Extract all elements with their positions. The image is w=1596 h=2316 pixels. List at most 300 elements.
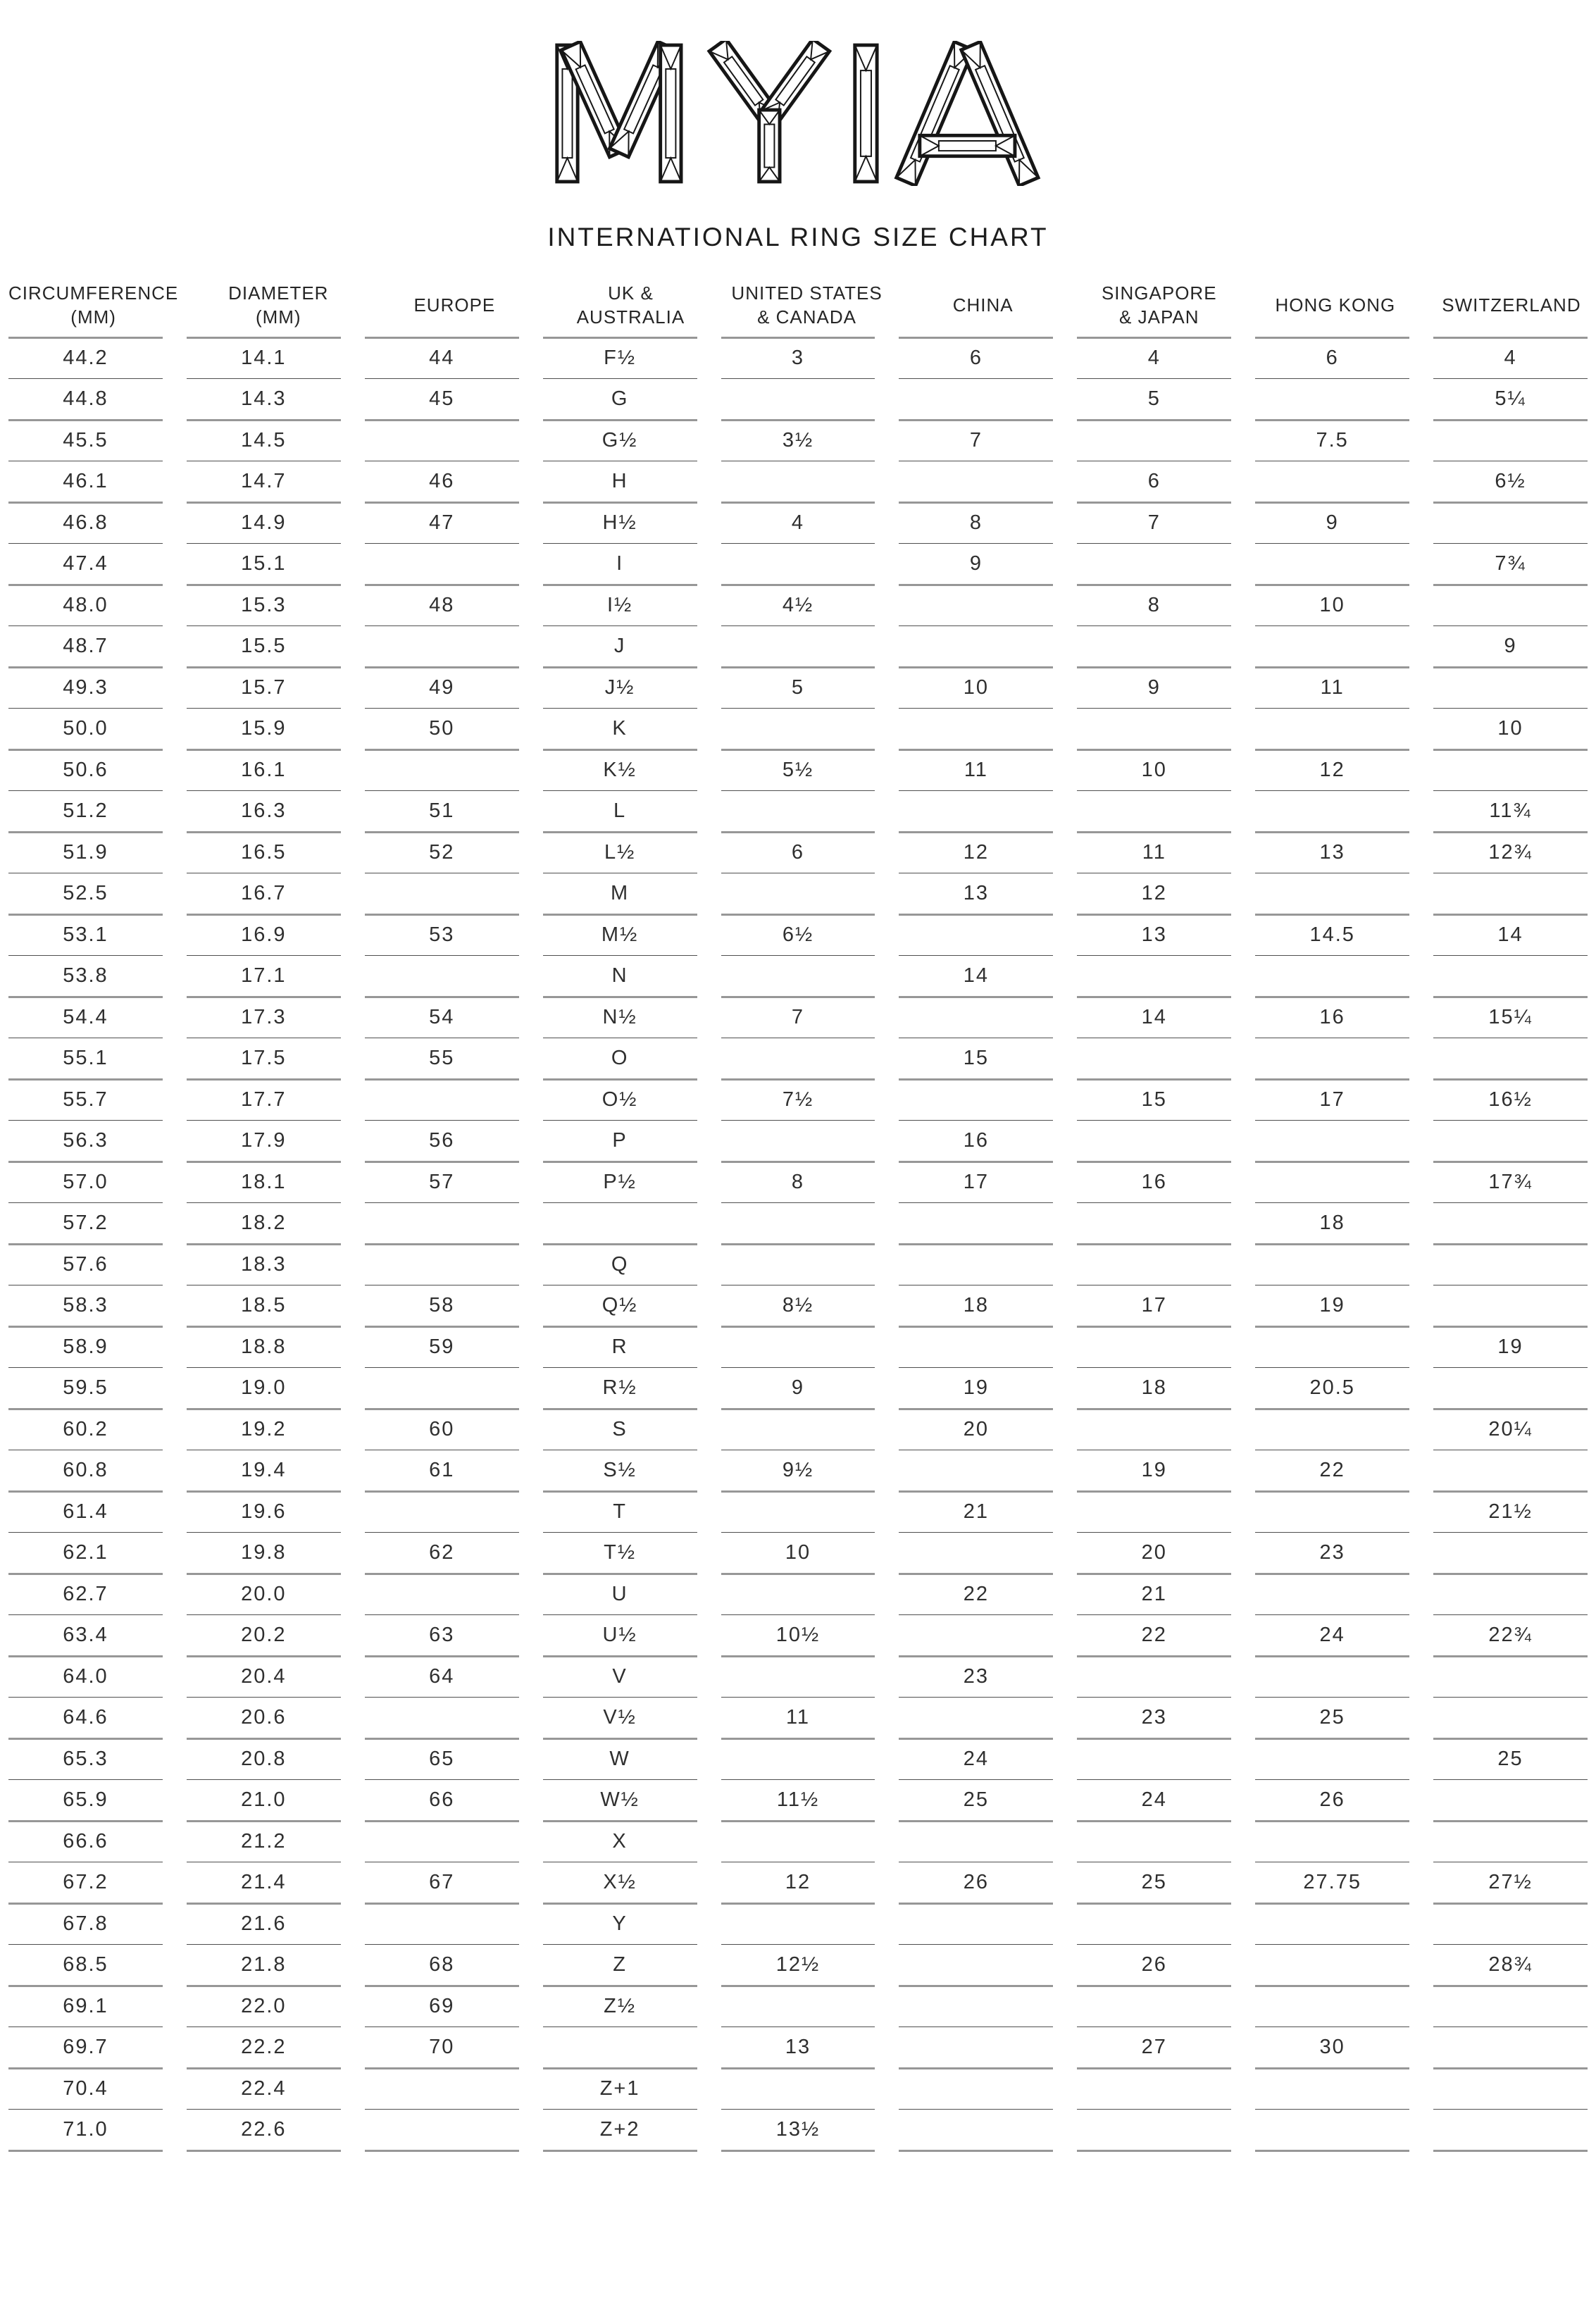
table-cell: [1255, 1408, 1409, 1450]
table-cell: 46.1: [8, 461, 163, 502]
table-cell: 21.4: [187, 1862, 341, 1903]
table-cell: [1255, 1120, 1409, 1162]
table-cell: 19.6: [187, 1490, 341, 1532]
table-cell: [721, 873, 875, 914]
table-cell: 8: [1077, 584, 1231, 625]
table-cell: 55: [365, 1038, 519, 1079]
table-cell: 63.4: [8, 1614, 163, 1656]
table-cell: [899, 1985, 1053, 2026]
table-cell: 11: [1077, 831, 1231, 873]
table-cell: 14.1: [187, 337, 341, 378]
table-cell: [899, 2067, 1053, 2109]
table-cell: 15.9: [187, 708, 341, 749]
table-cell: 19.2: [187, 1408, 341, 1450]
table-cell: 11: [1255, 666, 1409, 708]
table-bottom-rule: [1255, 2150, 1409, 2191]
column-header-line: HONG KONG: [1275, 294, 1396, 316]
table-cell: [721, 1243, 875, 1285]
table-cell: 55.7: [8, 1078, 163, 1120]
table-cell: [365, 1243, 519, 1285]
column-header-line: UNITED STATES: [731, 282, 883, 304]
table-cell: I½: [543, 584, 697, 625]
table-cell: [899, 1243, 1053, 1285]
table-cell: 64.6: [8, 1697, 163, 1738]
table-cell: 46: [365, 461, 519, 502]
table-cell: [721, 1490, 875, 1532]
table-cell: 44: [365, 337, 519, 378]
table-cell: [1255, 2109, 1409, 2150]
table-cell: [1433, 1779, 1588, 1821]
table-cell: 16.7: [187, 873, 341, 914]
table-cell: 6: [1077, 461, 1231, 502]
table-cell: M: [543, 873, 697, 914]
table-cell: 17.5: [187, 1038, 341, 1079]
table-cell: 4: [721, 502, 875, 543]
table-cell: 48.7: [8, 625, 163, 667]
table-cell: 16: [1077, 1161, 1231, 1202]
table-cell: 24: [899, 1738, 1053, 1779]
table-cell: [899, 1614, 1053, 1656]
table-cell: [1433, 1367, 1588, 1409]
table-cell: 15.1: [187, 543, 341, 585]
table-cell: [1255, 378, 1409, 420]
table-cell: [1255, 708, 1409, 749]
column-header-line: (MM): [255, 306, 301, 328]
column-header-line: SINGAPORE: [1101, 282, 1217, 304]
table-cell: V½: [543, 1697, 697, 1738]
table-cell: [1077, 1243, 1231, 1285]
table-cell: 15.3: [187, 584, 341, 625]
table-cell: 20.8: [187, 1738, 341, 1779]
table-cell: 22: [899, 1573, 1053, 1614]
table-cell: 14: [1433, 914, 1588, 955]
table-cell: [1433, 1120, 1588, 1162]
table-cell: 44.8: [8, 378, 163, 420]
table-cell: 57.2: [8, 1202, 163, 1244]
table-cell: [721, 1573, 875, 1614]
table-cell: 9: [721, 1367, 875, 1409]
table-cell: [1433, 1985, 1588, 2026]
table-bottom-rule: [543, 2150, 697, 2191]
table-cell: [721, 1038, 875, 1079]
table-cell: 8: [721, 1161, 875, 1202]
logo-letter-bar: [961, 42, 1037, 185]
table-bottom-rule: [1077, 2150, 1231, 2191]
table-cell: H½: [543, 502, 697, 543]
table-cell: 3½: [721, 419, 875, 461]
table-header-row: [8, 273, 1588, 337]
table-cell: 67.8: [8, 1903, 163, 1944]
table-cell: 59.5: [8, 1367, 163, 1409]
table-cell: 7¾: [1433, 543, 1588, 585]
table-cell: 22.0: [187, 1985, 341, 2026]
table-cell: 9: [1433, 625, 1588, 667]
table-cell: [899, 2109, 1053, 2150]
table-cell: [365, 543, 519, 585]
table-cell: 14.5: [187, 419, 341, 461]
table-cell: [1077, 543, 1231, 585]
table-cell: [1255, 1326, 1409, 1367]
table-cell: [1433, 955, 1588, 997]
table-cell: [1077, 1326, 1231, 1367]
table-cell: Z+1: [543, 2067, 697, 2109]
table-cell: U: [543, 1573, 697, 1614]
table-cell: [721, 1120, 875, 1162]
table-cell: 17.1: [187, 955, 341, 997]
table-cell: [1255, 625, 1409, 667]
table-cell: 12: [899, 831, 1053, 873]
column-header-4: [554, 281, 706, 330]
table-cell: [1077, 1738, 1231, 1779]
table-cell: 70: [365, 2026, 519, 2068]
table-cell: [365, 1903, 519, 1944]
table-cell: [899, 1944, 1053, 1986]
table-cell: 20: [899, 1408, 1053, 1450]
table-cell: 58.9: [8, 1326, 163, 1367]
table-cell: 12: [1077, 873, 1231, 914]
table-cell: 53.8: [8, 955, 163, 997]
table-cell: [899, 625, 1053, 667]
table-cell: [1255, 1738, 1409, 1779]
table-cell: [1433, 666, 1588, 708]
table-cell: 65.9: [8, 1779, 163, 1821]
table-cell: 26: [899, 1862, 1053, 1903]
table-cell: 48: [365, 584, 519, 625]
table-cell: S½: [543, 1450, 697, 1491]
table-cell: [1433, 419, 1588, 461]
table-cell: 17: [899, 1161, 1053, 1202]
table-cell: 18.2: [187, 1202, 341, 1244]
table-cell: 13: [899, 873, 1053, 914]
column-header-1: [8, 281, 178, 330]
table-cell: L: [543, 790, 697, 832]
table-cell: 11: [899, 749, 1053, 790]
table-cell: 14.3: [187, 378, 341, 420]
column-header-line: SWITZERLAND: [1442, 294, 1581, 316]
table-cell: [1255, 1944, 1409, 1986]
table-cell: [365, 873, 519, 914]
table-cell: [721, 1820, 875, 1862]
table-cell: 5: [721, 666, 875, 708]
column-header-line: UK &: [608, 282, 654, 304]
table-cell: [1255, 461, 1409, 502]
table-cell: Q½: [543, 1285, 697, 1326]
table-cell: 7: [1077, 502, 1231, 543]
table-cell: [721, 1903, 875, 1944]
table-cell: [1433, 1697, 1588, 1738]
column-header-line: & CANADA: [757, 306, 857, 328]
column-header-line: CIRCUMFERENCE: [8, 282, 179, 304]
table-cell: 19.4: [187, 1450, 341, 1491]
table-cell: [1077, 1820, 1231, 1862]
table-cell: [1077, 790, 1231, 832]
table-cell: P: [543, 1120, 697, 1162]
table-cell: 14.9: [187, 502, 341, 543]
table-cell: 12: [721, 1862, 875, 1903]
table-cell: Z+2: [543, 2109, 697, 2150]
table-cell: G½: [543, 419, 697, 461]
table-cell: 22¾: [1433, 1614, 1588, 1656]
table-cell: 9: [899, 543, 1053, 585]
table-cell: [899, 790, 1053, 832]
table-cell: [899, 584, 1053, 625]
table-cell: 51.2: [8, 790, 163, 832]
table-cell: [1433, 873, 1588, 914]
table-cell: [721, 625, 875, 667]
column-header-8: [1259, 293, 1411, 317]
table-cell: 7½: [721, 1078, 875, 1120]
table-cell: 8½: [721, 1285, 875, 1326]
table-cell: [899, 461, 1053, 502]
table-cell: 49.3: [8, 666, 163, 708]
table-cell: 7.5: [1255, 419, 1409, 461]
table-cell: [1433, 1573, 1588, 1614]
table-bottom-rule: [721, 2150, 875, 2191]
table-cell: Z: [543, 1944, 697, 1986]
table-cell: 21½: [1433, 1490, 1588, 1532]
table-cell: [365, 1490, 519, 1532]
table-cell: 22.4: [187, 2067, 341, 2109]
table-cell: N½: [543, 996, 697, 1038]
column-header-line: AUSTRALIA: [576, 306, 685, 328]
table-cell: 50: [365, 708, 519, 749]
table-cell: 27: [1077, 2026, 1231, 2068]
table-cell: [899, 1202, 1053, 1244]
table-cell: [365, 625, 519, 667]
table-cell: 15¼: [1433, 996, 1588, 1038]
table-cell: O: [543, 1038, 697, 1079]
table-bottom-rule: [8, 2150, 163, 2191]
table-cell: 28¾: [1433, 1944, 1588, 1986]
table-cell: 19: [1077, 1450, 1231, 1491]
table-cell: [1255, 790, 1409, 832]
table-cell: [721, 1985, 875, 2026]
table-cell: 54.4: [8, 996, 163, 1038]
table-cell: 25: [1433, 1738, 1588, 1779]
table-cell: [1255, 955, 1409, 997]
table-cell: [1255, 1161, 1409, 1202]
table-cell: [1255, 1490, 1409, 1532]
table-cell: 13½: [721, 2109, 875, 2150]
table-cell: 21.8: [187, 1944, 341, 1986]
table-cell: 20.5: [1255, 1367, 1409, 1409]
table-cell: 10: [899, 666, 1053, 708]
table-cell: [721, 461, 875, 502]
table-cell: [365, 1202, 519, 1244]
table-cell: [1433, 1820, 1588, 1862]
table-cell: 10: [721, 1532, 875, 1574]
table-cell: 6: [721, 831, 875, 873]
table-cell: [1077, 1903, 1231, 1944]
table-cell: X½: [543, 1862, 697, 1903]
table-cell: F½: [543, 337, 697, 378]
table-cell: 13: [1255, 831, 1409, 873]
column-header-9: [1435, 293, 1588, 317]
column-header-3: [378, 293, 530, 317]
table-cell: Y: [543, 1903, 697, 1944]
table-cell: [899, 708, 1053, 749]
table-cell: [543, 2026, 697, 2068]
table-cell: O½: [543, 1078, 697, 1120]
table-cell: [365, 749, 519, 790]
table-cell: [1077, 1120, 1231, 1162]
table-cell: 25: [1077, 1862, 1231, 1903]
table-cell: 44.2: [8, 337, 163, 378]
ring-size-table: [8, 337, 1588, 2191]
table-cell: [1255, 1903, 1409, 1944]
table-cell: S: [543, 1408, 697, 1450]
table-cell: 14: [1077, 996, 1231, 1038]
table-cell: [365, 2067, 519, 2109]
table-cell: [1255, 1655, 1409, 1697]
table-cell: [899, 378, 1053, 420]
table-cell: 66.6: [8, 1820, 163, 1862]
table-cell: [1255, 1243, 1409, 1285]
table-cell: [1433, 502, 1588, 543]
table-cell: 52.5: [8, 873, 163, 914]
table-cell: 17: [1077, 1285, 1231, 1326]
table-cell: 6½: [1433, 461, 1588, 502]
table-cell: [1077, 955, 1231, 997]
table-cell: 22: [1077, 1614, 1231, 1656]
table-cell: 26: [1077, 1944, 1231, 1986]
table-cell: 16: [899, 1120, 1053, 1162]
column-header-line: (MM): [70, 306, 116, 328]
table-cell: 5½: [721, 749, 875, 790]
table-cell: [365, 1820, 519, 1862]
table-cell: K: [543, 708, 697, 749]
table-cell: 50.0: [8, 708, 163, 749]
table-cell: [1433, 1038, 1588, 1079]
table-cell: 11½: [721, 1779, 875, 1821]
table-cell: 18.1: [187, 1161, 341, 1202]
table-cell: 47.4: [8, 543, 163, 585]
table-cell: [1077, 1202, 1231, 1244]
table-cell: 61.4: [8, 1490, 163, 1532]
table-cell: [1255, 1820, 1409, 1862]
table-cell: 10: [1255, 584, 1409, 625]
table-cell: 18.5: [187, 1285, 341, 1326]
table-cell: J: [543, 625, 697, 667]
table-cell: 60.2: [8, 1408, 163, 1450]
table-cell: 15.7: [187, 666, 341, 708]
table-cell: 17.7: [187, 1078, 341, 1120]
table-cell: 56.3: [8, 1120, 163, 1162]
table-cell: N: [543, 955, 697, 997]
table-cell: 24: [1255, 1614, 1409, 1656]
table-cell: 5: [1077, 378, 1231, 420]
table-cell: 23: [899, 1655, 1053, 1697]
table-cell: 20.4: [187, 1655, 341, 1697]
table-cell: 62: [365, 1532, 519, 1574]
table-cell: [721, 790, 875, 832]
table-cell: 57: [365, 1161, 519, 1202]
table-cell: [1433, 2067, 1588, 2109]
table-cell: 9½: [721, 1450, 875, 1491]
table-cell: [721, 1202, 875, 1244]
table-cell: [1255, 873, 1409, 914]
table-cell: X: [543, 1820, 697, 1862]
table-cell: U½: [543, 1614, 697, 1656]
table-cell: 19.8: [187, 1532, 341, 1574]
table-cell: [1255, 1573, 1409, 1614]
table-cell: 10: [1433, 708, 1588, 749]
table-cell: 10½: [721, 1614, 875, 1656]
table-cell: 7: [721, 996, 875, 1038]
table-cell: [721, 955, 875, 997]
table-cell: 52: [365, 831, 519, 873]
table-cell: 21.2: [187, 1820, 341, 1862]
column-header-7: [1083, 281, 1235, 330]
table-cell: 53.1: [8, 914, 163, 955]
table-cell: 20: [1077, 1532, 1231, 1574]
table-cell: 15: [1077, 1078, 1231, 1120]
table-cell: [1077, 1985, 1231, 2026]
table-cell: [1433, 1450, 1588, 1491]
table-cell: K½: [543, 749, 697, 790]
table-bottom-rule: [187, 2150, 341, 2191]
table-cell: J½: [543, 666, 697, 708]
table-cell: 4: [1433, 337, 1588, 378]
column-header-2: [202, 281, 354, 330]
table-cell: 17¾: [1433, 1161, 1588, 1202]
table-cell: 69.1: [8, 1985, 163, 2026]
table-cell: 12½: [721, 1944, 875, 1986]
table-cell: 63: [365, 1614, 519, 1656]
table-cell: [721, 1738, 875, 1779]
table-cell: 23: [1077, 1697, 1231, 1738]
table-cell: 25: [899, 1779, 1053, 1821]
table-cell: 4½: [721, 584, 875, 625]
table-cell: [365, 1573, 519, 1614]
table-cell: 24: [1077, 1779, 1231, 1821]
table-cell: 3: [721, 337, 875, 378]
table-cell: Z½: [543, 1985, 697, 2026]
table-cell: 61: [365, 1450, 519, 1491]
table-cell: 67: [365, 1862, 519, 1903]
column-header-line: DIAMETER: [228, 282, 329, 304]
table-cell: 55.1: [8, 1038, 163, 1079]
table-cell: 18.3: [187, 1243, 341, 1285]
table-cell: 20.0: [187, 1573, 341, 1614]
table-cell: [1255, 1985, 1409, 2026]
table-cell: [1077, 1655, 1231, 1697]
table-cell: [1077, 1408, 1231, 1450]
table-cell: [365, 1697, 519, 1738]
table-cell: 67.2: [8, 1862, 163, 1903]
table-cell: 50.6: [8, 749, 163, 790]
table-cell: [899, 1820, 1053, 1862]
table-cell: [899, 914, 1053, 955]
table-cell: 23: [1255, 1532, 1409, 1574]
table-cell: W½: [543, 1779, 697, 1821]
table-cell: 48.0: [8, 584, 163, 625]
logo-letter-bar: [660, 45, 680, 182]
table-cell: [1077, 2067, 1231, 2109]
table-cell: 56: [365, 1120, 519, 1162]
table-cell: 9: [1255, 502, 1409, 543]
table-cell: I: [543, 543, 697, 585]
table-cell: 17.9: [187, 1120, 341, 1162]
table-cell: [899, 2026, 1053, 2068]
table-cell: 66: [365, 1779, 519, 1821]
table-cell: 12: [1255, 749, 1409, 790]
table-cell: [721, 1655, 875, 1697]
table-cell: 51: [365, 790, 519, 832]
table-cell: 53: [365, 914, 519, 955]
table-cell: 57.0: [8, 1161, 163, 1202]
column-header-line: EUROPE: [413, 294, 496, 316]
